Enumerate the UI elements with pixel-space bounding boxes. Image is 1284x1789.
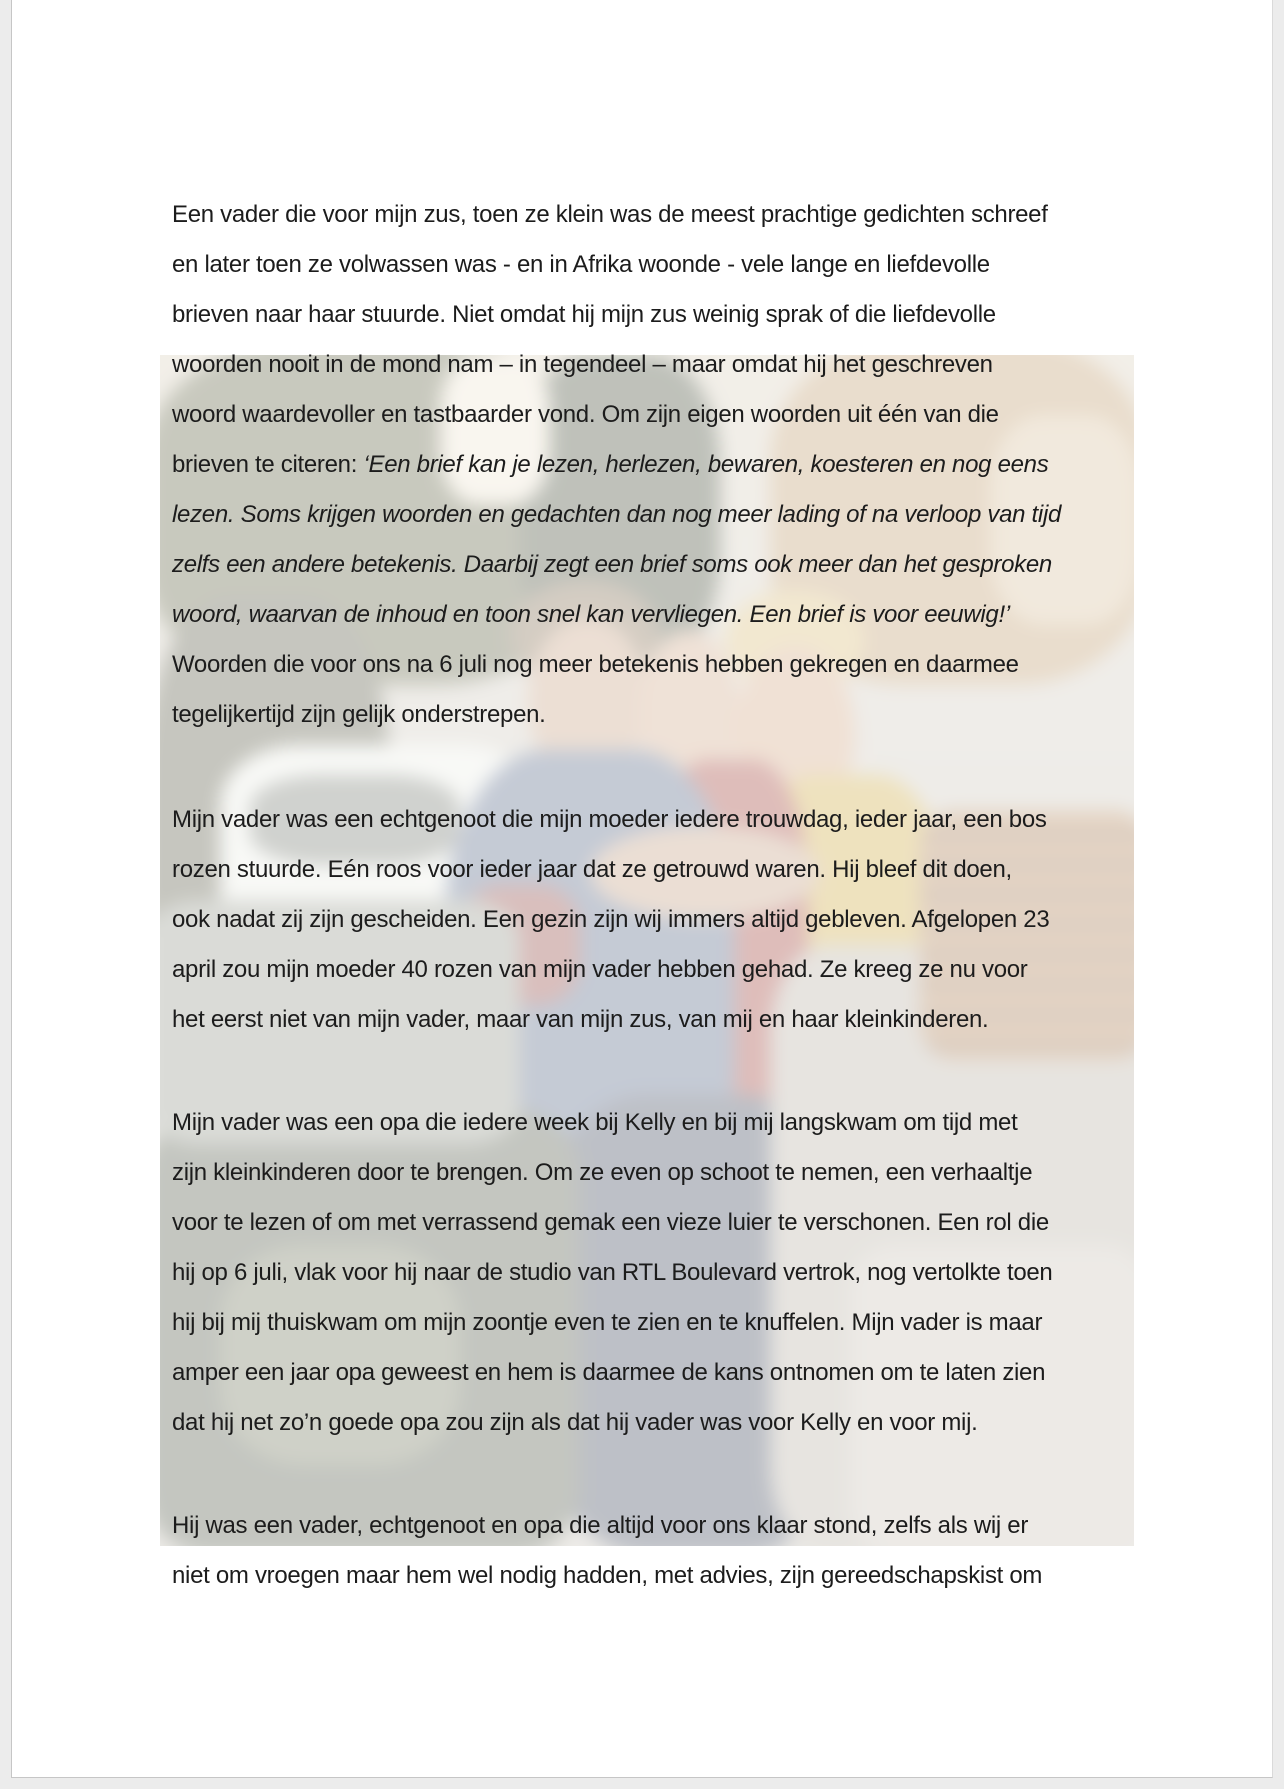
text-line	[172, 1348, 1147, 1398]
text-line	[172, 1298, 1147, 1348]
text-line	[172, 845, 1147, 895]
line-text: brieven te citeren:	[172, 451, 364, 478]
paragraph-1	[172, 190, 1147, 740]
line-text: rozen stuurde. Eén roos voor ieder jaar dat ze getrouwd waren. Hij bleef dit doen,	[172, 856, 1012, 883]
text-line	[172, 1551, 1147, 1601]
line-text: woord waardevoller en tastbaarder vond. Om zijn eigen woorden uit één van die	[172, 401, 999, 428]
line-text: voor te lezen of om met verrassend gemak een vieze luier te verschonen. Een rol die	[172, 1209, 1049, 1236]
line-text: Mijn vader was een echtgenoot die mijn moeder iedere trouwdag, ieder jaar, een bos	[172, 806, 1047, 833]
line-text: ook nadat zij zijn gescheiden. Een gezin zijn wij immers altijd gebleven. Afgelopen 23	[172, 906, 1050, 933]
line-text: hij bij mij thuiskwam om mijn zoontje even te zien en te knuffelen. Mijn vader is maar	[172, 1309, 1043, 1336]
line-text: dat hij net zo’n goede opa zou zijn als dat hij vader was voor Kelly en voor mij.	[172, 1409, 978, 1436]
text-line	[172, 895, 1147, 945]
paragraph-4	[172, 1501, 1147, 1601]
text-line	[172, 440, 1147, 490]
line-text: Mijn vader was een opa die iedere week bij Kelly en bij mij langskwam om tijd met	[172, 1109, 1018, 1136]
text-line	[172, 1098, 1147, 1148]
text-line	[172, 490, 1147, 540]
text-line	[172, 1501, 1147, 1551]
text-line	[172, 240, 1147, 290]
line-text: en later toen ze volwassen was - en in Afrika woonde - vele lange en liefdevolle	[172, 251, 990, 278]
line-text-italic: ‘Een brief kan je lezen, herlezen, bewaren, koesteren en nog eens	[363, 451, 1049, 478]
line-text: het eerst niet van mijn vader, maar van mijn zus, van mij en haar kleinkinderen.	[172, 1006, 989, 1033]
text-line	[172, 340, 1147, 390]
text-line	[172, 995, 1147, 1045]
paragraph-3	[172, 1098, 1147, 1448]
line-text: Een vader die voor mijn zus, toen ze klein was de meest prachtige gedichten schreef	[172, 201, 1048, 228]
line-text: niet om vroegen maar hem wel nodig hadden, met advies, zijn gereedschapskist om	[172, 1562, 1043, 1589]
line-text: Hij was een vader, echtgenoot en opa die altijd voor ons klaar stond, zelfs als wij er	[172, 1512, 1029, 1539]
line-text: brieven naar haar stuurde. Niet omdat hij mijn zus weinig sprak of die liefdevolle	[172, 301, 996, 328]
line-text: april zou mijn moeder 40 rozen van mijn vader hebben gehad. Ze kreeg ze nu voor	[172, 956, 1028, 983]
line-text-italic: zelfs een andere betekenis. Daarbij zegt een brief soms ook meer dan het gesproken	[172, 551, 1052, 578]
text-line	[172, 590, 1147, 640]
text-line	[172, 190, 1147, 240]
line-text: tegelijkertijd zijn gelijk onderstrepen.	[172, 701, 546, 728]
text-line	[172, 945, 1147, 995]
text-line	[172, 640, 1147, 690]
text-line	[172, 540, 1147, 590]
text-line	[172, 690, 1147, 740]
line-text: amper een jaar opa geweest en hem is daarmee de kans ontnomen om te laten zien	[172, 1359, 1046, 1386]
text-line	[172, 1198, 1147, 1248]
paragraph-2	[172, 795, 1147, 1045]
text-line	[172, 1148, 1147, 1198]
text-line	[172, 795, 1147, 845]
line-text-italic: lezen. Soms krijgen woorden en gedachten dan nog meer lading of na verloop van tijd	[172, 501, 1062, 528]
text-line	[172, 290, 1147, 340]
line-text: woorden nooit in de mond nam – in tegendeel – maar omdat hij het geschreven	[172, 351, 993, 378]
document-page	[11, 0, 1273, 1778]
text-line	[172, 1398, 1147, 1448]
line-text-italic: woord, waarvan de inhoud en toon snel kan vervliegen. Een brief is voor eeuwig!’	[172, 601, 1010, 628]
text-line	[172, 390, 1147, 440]
line-text: hij op 6 juli, vlak voor hij naar de studio van RTL Boulevard vertrok, nog vertolkte toen	[172, 1259, 1053, 1286]
line-text: zijn kleinkinderen door te brengen. Om ze even op schoot te nemen, een verhaaltje	[172, 1159, 1033, 1186]
line-text: Woorden die voor ons na 6 juli nog meer betekenis hebben gekregen en daarmee	[172, 651, 1019, 678]
text-line	[172, 1248, 1147, 1298]
